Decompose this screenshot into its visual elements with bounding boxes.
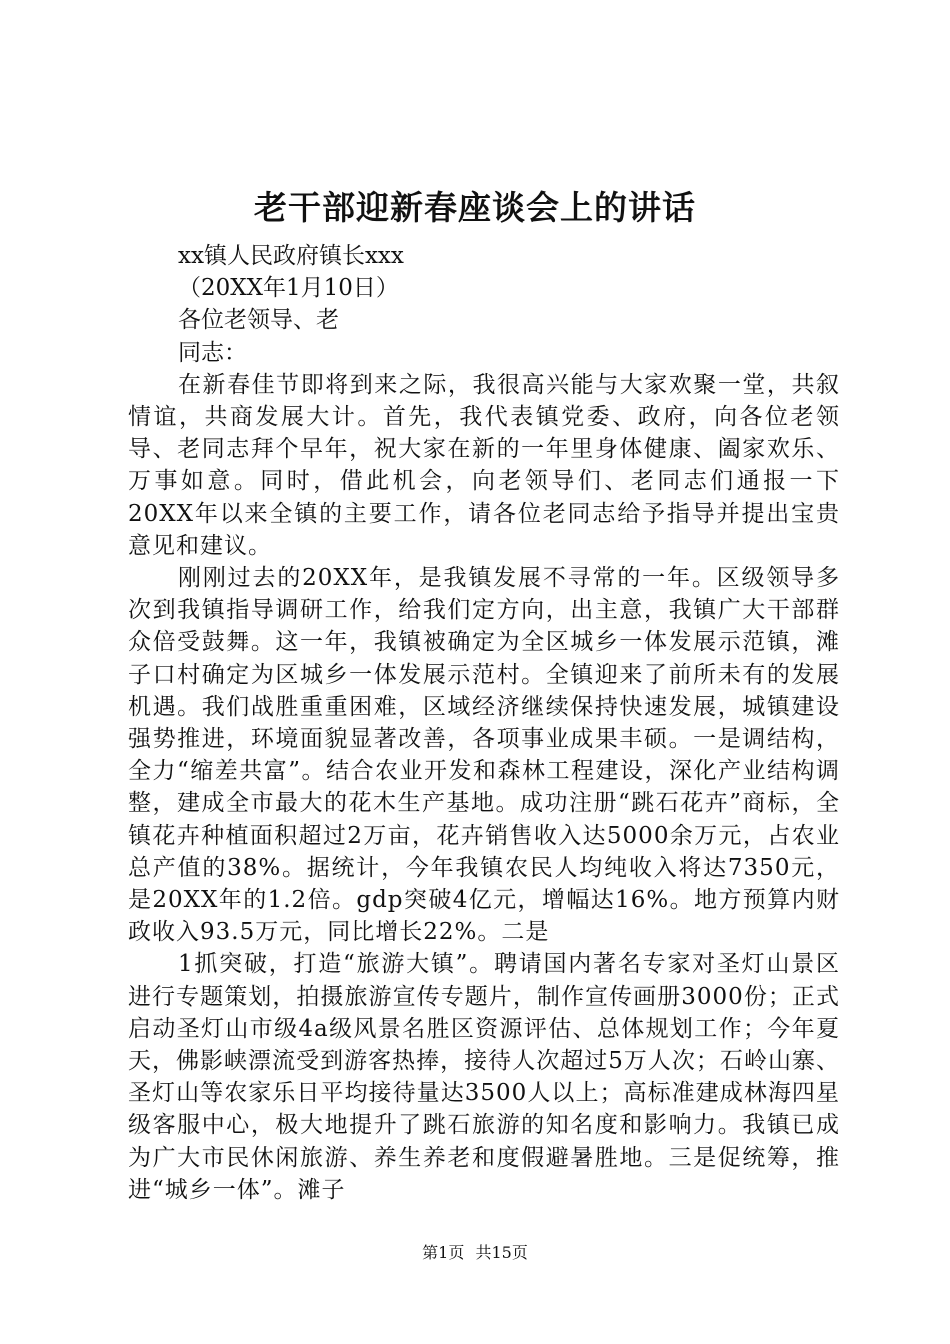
paragraph-2: 刚刚过去的20XX年，是我镇发展不寻常的一年。区级领导多次到我镇指导调研工作，给我们定方向，出主意，我镇广大干部群众倍受鼓舞。这一年，我镇被确定为全区城乡一体发展示范镇，滩子口村确定为区城乡一体发展示范村。全镇迎来了前所未有的发展机遇。我们战胜重重困难，区域经济继续保持快速发展，城镇建设强势推进，环境面貌显著改善，各项事业成果丰硕。一是调结构，全力“缩差共富”。结合农业开发和森林工程建设，深化产业结构调整，建成全市最大的花木生产基地。成功注册“跳石花卉”商标，全镇花卉种植面积超过2万亩，花卉销售收入达5000余万元，占农业总产值的38%。据统计，今年我镇农民人均纯收入将达7350元，是20XX年的1.2倍。gdp突破4亿元，增幅达16%。地方预算内财政收入93.5万元，同比增长22%。二是 bbox=[128, 565, 840, 946]
paragraph-3: 1抓突破，打造“旅游大镇”。聘请国内著名专家对圣灯山景区进行专题策划，拍摄旅游宣传专题片，制作宣传画册3000份；正式启动圣灯山市级4a级风景名胜区资源评估、总体规划工作；今年夏天，佛影峡漂流受到游客热捧，接待人次超过5万人次；石岭山寨、圣灯山等农家乐日平均接待量达3500人以上；高标准建成林海四星级客服中心，极大地提升了跳石旅游的知名度和影响力。我镇已成为广大市民休闲旅游、养生养老和度假避暑胜地。三是促统筹，推进“城乡一体”。滩子 bbox=[128, 951, 840, 1203]
document-title: 老干部迎新春座谈会上的讲话 bbox=[254, 188, 696, 227]
page-number-total: 共15页 bbox=[475, 1243, 528, 1262]
date-line: （20XX年1月10日） bbox=[178, 275, 399, 302]
salutation-line-1: 各位老领导、老 bbox=[178, 307, 339, 334]
paragraph-1: 在新春佳节即将到来之际，我很高兴能与大家欢聚一堂，共叙情谊，共商发展大计。首先，我代表镇党委、政府，向各位老领导、老同志拜个早年，祝大家在新的一年里身体健康、阖家欢乐、万事如意。同时，借此机会，向老领导们、老同志们通报一下20XX年以来全镇的主要工作，请各位老同志给予指导并提出宝贵意见和建议。 bbox=[128, 371, 840, 559]
document-body bbox=[128, 240, 840, 1206]
speaker-line: xx镇人民政府镇长xxx bbox=[178, 243, 404, 269]
page-footer bbox=[0, 1242, 950, 1264]
page-number-current: 第1页 bbox=[422, 1243, 465, 1262]
salutation-line-2: 同志： bbox=[178, 339, 247, 366]
